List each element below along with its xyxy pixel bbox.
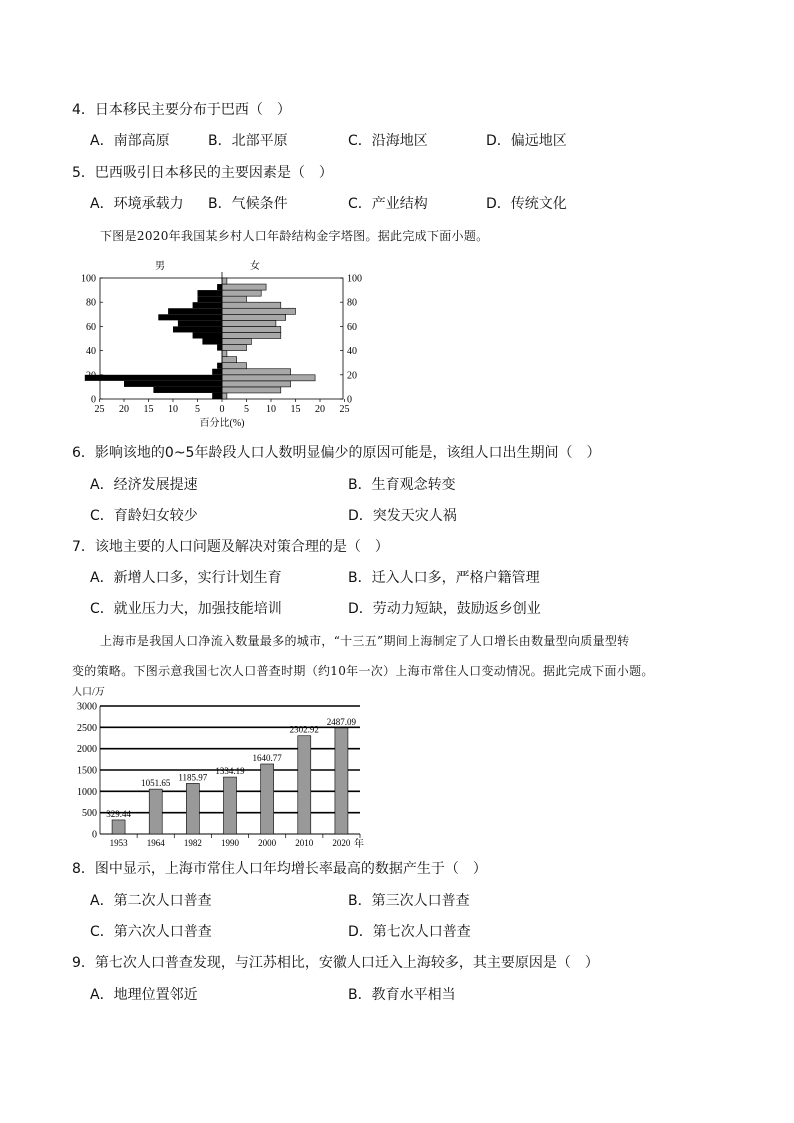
pyramid-xtick-label: 0 [219,404,225,415]
pyramid-bar-female [222,357,237,363]
bar-category-label: 1953 [109,838,128,848]
bar-ytick-label: 2000 [77,744,97,756]
bar-data-label: 2302.92 [289,724,319,735]
pyramid-xtick-label: 15 [143,404,154,415]
question-6-option-a[interactable]: A．经济发展提速 [90,477,198,493]
pyramid-bar-male [217,284,222,290]
pyramid-xlabel: 百分比(%) [199,418,245,429]
question-4-option-a[interactable]: A．南部高原 [90,133,170,149]
pyramid-bar-male [212,369,222,375]
female-label: 女 [250,261,260,272]
pyramid-bar-female [222,320,276,326]
pyramid-xtick-label: 5 [195,404,200,415]
pyramid-bar-female [222,326,281,332]
bar-ylabel: 人口/万 [72,687,105,698]
intro-shanghai-line-2: 变的策略。下图示意我国七次人口普查时期（约10年一次）上海市常住人口变动情况。据此完成下面小题。 [72,664,654,678]
question-7-stem: 7．该地主要的人口问题及解决对策合理的是（ ） [72,539,389,555]
pyramid-bar-male [198,290,223,296]
pyramid-bar-female [222,381,291,387]
bar-1990 [224,777,237,834]
bar-category-label: 2000 [258,838,277,848]
bar-ytick-label: 1000 [77,786,97,798]
pyramid-bar-female [222,314,286,320]
shanghai-population-chart [70,684,370,849]
pyramid-bar-female [222,290,261,296]
question-4-option-b[interactable]: B．北部平原 [208,133,288,149]
bar-data-label: 329.44 [106,808,131,819]
question-6-option-d[interactable]: D．突发天灾人祸 [348,508,457,524]
question-7-option-a[interactable]: A．新增人口多，实行计划生育 [90,570,282,586]
question-9-stem: 9．第七次人口普查发现，与江苏相比，安徽人口迁入上海较多，其主要原因是（ ） [72,955,599,971]
bar-2020 [335,728,348,834]
pyramid-bar-male [193,302,222,308]
pyramid-bar-female [222,363,247,369]
bar-1964 [149,789,162,834]
pyramid-bar-female [222,284,266,290]
pyramid-bar-female [222,339,251,345]
pyramid-bar-female [222,387,281,393]
pyramid-ytick-label-right: 20 [347,370,357,382]
pyramid-ytick-label-left: 80 [86,297,96,309]
population-pyramid-chart [72,256,372,436]
pyramid-xtick-label: 15 [290,404,301,415]
pyramid-bar-male [173,326,222,332]
pyramid-xtick-label: 25 [339,404,350,415]
question-8-option-d[interactable]: D．第七次人口普查 [348,924,471,940]
question-7-option-b[interactable]: B．迁入人口多，严格户籍管理 [348,570,540,586]
pyramid-bar-male [193,332,222,338]
question-5-stem: 5．巴西吸引日本移民的主要因素是（ ） [72,165,333,181]
pyramid-bar-female [222,351,227,357]
pyramid-bar-female [222,369,291,375]
bar-ytick-label: 1500 [77,765,97,777]
question-8-stem: 8．图中显示，上海市常住人口年均增长率最高的数据产生于（ ） [72,861,487,877]
bar-ytick-label: 500 [82,808,97,820]
bar-ytick-label: 2500 [77,722,97,734]
bar-1953 [112,820,125,834]
bar-2010 [298,736,311,834]
question-5-option-a[interactable]: A．环境承载力 [90,196,184,212]
bar-category-label: 2020 [332,838,351,848]
pyramid-bar-male [202,339,222,345]
pyramid-bar-male [153,387,222,393]
bar-ytick-label: 0 [92,829,97,841]
pyramid-ytick-label-right: 0 [347,394,352,406]
bar-category-label: 1990 [221,838,239,848]
pyramid-ytick-label-left: 100 [81,273,96,285]
pyramid-ytick-label-left: 0 [91,394,96,406]
question-4-option-c[interactable]: C．沿海地区 [348,133,428,149]
bar-category-label: 2010 [295,838,314,848]
question-5-option-d[interactable]: D．传统文化 [486,196,567,212]
pyramid-bar-male [178,320,222,326]
pyramid-ytick-label-right: 80 [347,297,357,309]
pyramid-bar-female [222,278,227,284]
question-8-option-b[interactable]: B．第三次人口普查 [348,893,470,909]
bar-data-label: 1334.19 [215,766,245,777]
pyramid-xtick-label: 25 [94,404,105,415]
male-label: 男 [155,261,165,272]
pyramid-bar-male [168,308,222,314]
pyramid-ytick-label-right: 100 [347,273,362,285]
pyramid-bar-male [124,381,222,387]
pyramid-bar-male [212,393,222,399]
pyramid-xtick-label: 20 [315,404,325,415]
question-5-option-b[interactable]: B．气候条件 [208,196,288,212]
question-6-option-b[interactable]: B．生育观念转变 [348,477,456,493]
pyramid-ytick-label-right: 40 [347,346,357,358]
pyramid-bar-male [217,363,222,369]
pyramid-bar-female [222,302,281,308]
pyramid-ytick-label-right: 60 [347,321,357,333]
question-9-option-b[interactable]: B．教育水平相当 [348,987,456,1003]
question-7-option-d[interactable]: D．劳动力短缺，鼓励返乡创业 [348,601,541,617]
pyramid-xtick-label: 20 [119,404,129,415]
pyramid-bar-female [222,332,281,338]
question-8-option-c[interactable]: C．第六次人口普查 [90,924,212,940]
intro-shanghai-line-1: 上海市是我国人口净流入数量最多的城市，“十三五”期间上海制定了人口增长由数量型向质量型转 [100,634,630,648]
question-8-option-a[interactable]: A．第二次人口普查 [90,893,212,909]
pyramid-bar-male [217,345,222,351]
pyramid-xtick-label: 5 [244,404,249,415]
bar-category-label: 1964 [146,838,165,848]
question-6-stem: 6．影响该地的0~5年龄段人口人数明显偏少的原因可能是，该组人口出生期间（ ） [72,445,601,461]
pyramid-bar-male [198,296,223,302]
pyramid-xtick-label: 10 [266,404,276,415]
bar-data-label: 1185.97 [178,772,208,783]
pyramid-ytick-label-left: 40 [86,346,96,358]
pyramid-xtick-label: 10 [168,404,178,415]
question-4-stem: 4．日本移民主要分布于巴西（ ） [72,102,291,118]
pyramid-bar-female [222,375,315,381]
question-5-option-c[interactable]: C．产业结构 [348,196,428,212]
bar-data-label: 2487.09 [326,716,357,727]
question-6-option-c[interactable]: C．育龄妇女较少 [90,508,198,524]
question-7-option-c[interactable]: C．就业压力大，加强技能培训 [90,601,282,617]
bar-category-label: 1982 [183,838,202,848]
pyramid-ytick-label-left: 60 [86,321,96,333]
pyramid-bar-male [85,375,222,381]
bar-x-unit: 年 [354,839,364,849]
question-9-option-a[interactable]: A．地理位置邻近 [90,987,198,1003]
question-4-option-d[interactable]: D．偏远地区 [486,133,567,149]
bar-data-label: 1051.65 [141,778,171,789]
bar-ytick-label: 3000 [77,701,97,713]
pyramid-bar-female [222,308,296,314]
bar-2000 [261,764,274,834]
bar-1982 [186,783,199,834]
pyramid-bar-female [222,296,247,302]
pyramid-bar-female [222,345,247,351]
pyramid-bar-male [158,314,222,320]
bar-data-label: 1640.77 [252,752,282,763]
intro-pyramid: 下图是2020年我国某乡村人口年龄结构金字塔图。据此完成下面小题。 [100,229,489,243]
pyramid-bar-female [222,393,227,399]
